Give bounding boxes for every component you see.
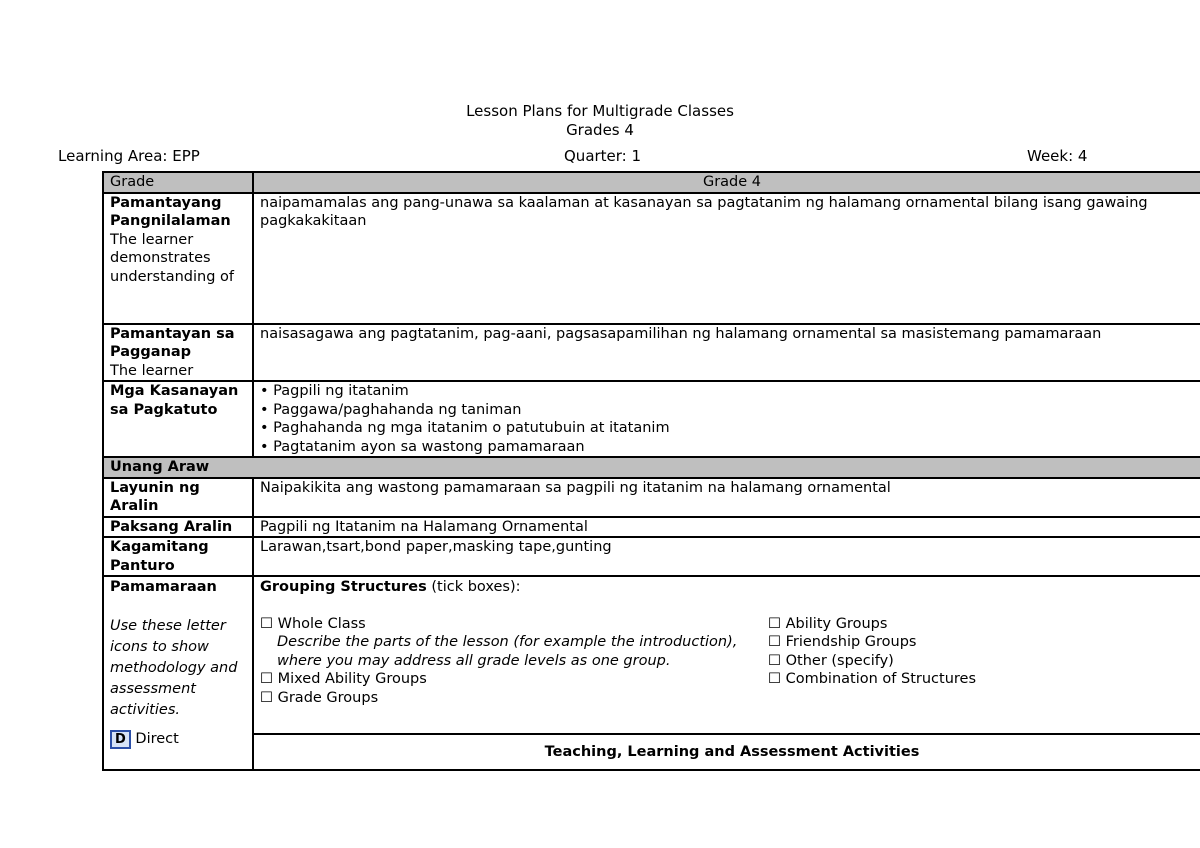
competencies-row (103, 381, 1200, 457)
grade-header-row (103, 172, 1200, 193)
performance-standard-label: Pamantayan sa Pagganap (110, 325, 235, 360)
checkbox-grade-groups[interactable]: ☐ Grade Groups (260, 689, 768, 708)
materials-text: Larawan,tsart,bond paper,masking tape,gunting (253, 537, 1200, 576)
checkbox-combination[interactable]: ☐ Combination of Structures (768, 670, 976, 689)
checkbox-mixed-ability-groups[interactable]: ☐ Mixed Ability Groups (260, 670, 768, 689)
checkbox-other[interactable]: ☐ Other (specify) (768, 652, 976, 671)
grouping-hint: (tick boxes): (431, 579, 521, 595)
activities-title: Teaching, Learning and Assessment Activities (253, 734, 1200, 770)
competency-item: • Paggawa/paghahanda ng taniman (260, 401, 1200, 420)
subject-label: Paksang Aralin (103, 517, 253, 538)
procedure-row (103, 576, 1200, 734)
content-standard-sublabel: The learner demonstrates understanding of (110, 231, 234, 285)
objective-row (103, 478, 1200, 517)
objective-text: Naipakikita ang wastong pamamaraan sa pagpili ng itatanim na halamang ornamental (253, 478, 1200, 517)
lesson-plan-table (102, 171, 1200, 771)
competency-item: • Paghahanda ng mga itatanim o patutubuin at itatanim (260, 419, 1200, 438)
procedure-note: Use these letter icons to show methodology and assessment activities. (110, 617, 238, 718)
direct-icon-label: Direct (135, 730, 179, 747)
competency-item: • Pagtatanim ayon sa wastong pamamaraan (260, 438, 1200, 457)
content-standard-row (103, 193, 1200, 324)
day-row (103, 457, 1200, 478)
grade-label: Grade (103, 172, 253, 193)
performance-standard-text: naisasagawa ang pagtatanim, pag-aani, pagsasapamilihan ng halamang ornamental sa masistemang pamamaraan (253, 324, 1200, 382)
procedure-label-cell (103, 576, 253, 770)
direct-icon-row (110, 730, 246, 749)
grouping-options-right (768, 615, 976, 708)
content-standard-label: Pamantayang Pangnilalaman (110, 194, 231, 229)
competencies-label: Mga Kasanayan sa Pagkatuto (103, 381, 253, 457)
document-subtitle: Grades 4 (566, 121, 634, 139)
grouping-options-left (260, 615, 768, 708)
procedure-label: Pamamaraan (110, 579, 217, 595)
competencies-cell (253, 381, 1200, 457)
learning-area: Learning Area: EPP (58, 147, 200, 165)
grade-value: Grade 4 (253, 172, 1200, 193)
grouping-heading (260, 578, 1200, 597)
direct-letter-icon: D (110, 730, 131, 749)
materials-label: Kagamitang Panturo (103, 537, 253, 576)
week: Week: 4 (1027, 147, 1088, 165)
quarter: Quarter: 1 (564, 147, 642, 165)
document-title: Lesson Plans for Multigrade Classes (466, 102, 734, 120)
activities-row (103, 734, 1200, 770)
day-label: Unang Araw (103, 457, 1200, 478)
subject-row (103, 517, 1200, 538)
performance-standard-row (103, 324, 1200, 382)
competency-item: • Pagpili ng itatanim (260, 382, 1200, 401)
checkbox-friendship-groups[interactable]: ☐ Friendship Groups (768, 633, 976, 652)
content-standard-label-cell (103, 193, 253, 324)
objective-label: Layunin ng Aralin (103, 478, 253, 517)
checkbox-whole-class[interactable]: ☐ Whole Class (260, 615, 768, 634)
whole-class-description: Describe the parts of the lesson (for example the introduction), where you may address all grade levels as one group. (277, 634, 738, 669)
checkbox-ability-groups[interactable]: ☐ Ability Groups (768, 615, 976, 634)
materials-row (103, 537, 1200, 576)
performance-standard-label-cell (103, 324, 253, 382)
competencies-list (260, 382, 1200, 456)
grouping-title: Grouping Structures (260, 579, 427, 595)
document-titles (0, 102, 1200, 140)
performance-standard-sublabel: The learner (110, 362, 194, 379)
grouping-cell (253, 576, 1200, 734)
grouping-options (260, 615, 1200, 708)
subject-text: Pagpili ng Itatanim na Halamang Ornamental (253, 517, 1200, 538)
content-standard-text: naipamamalas ang pang-unawa sa kaalaman at kasanayan sa pagtatanim ng halamang ornamental bilang isang gawaing pagkakakitaan (253, 193, 1200, 324)
